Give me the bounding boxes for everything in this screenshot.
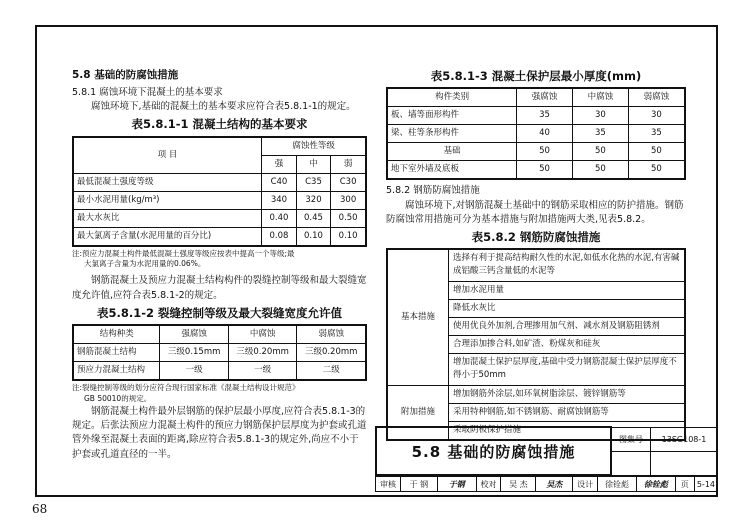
table-cell: 预应力混凝土结构 bbox=[73, 362, 160, 381]
designer-signature: 徐铨彪 bbox=[636, 477, 675, 492]
table-cell: 使用优良外加剂,合理掺用加气剂、减水剂及钢筋阻锈剂 bbox=[449, 317, 686, 335]
table-cell: 0.10 bbox=[331, 227, 366, 246]
table-cell: 50 bbox=[628, 161, 685, 180]
table1-level: 中 bbox=[296, 155, 331, 173]
right-column bbox=[386, 68, 686, 441]
checker-signature: 吴杰 bbox=[536, 477, 573, 492]
table-cell: 50 bbox=[572, 143, 628, 161]
design-label: 设计 bbox=[573, 477, 598, 492]
note-line: 注:预应力混凝土构件最低混凝土强度等级应按表中提高一个等级;最 bbox=[72, 248, 295, 258]
table-cell: 钢筋混凝土结构 bbox=[73, 344, 160, 362]
table-cell: 50 bbox=[628, 143, 685, 161]
drawing-title bbox=[376, 427, 611, 475]
atlas-number: 13SG108-1 bbox=[651, 427, 718, 451]
table3-caption: 表5.8.1-3 混凝土保护层最小厚度(mm) bbox=[430, 69, 642, 83]
table-cell: 二级 bbox=[297, 362, 366, 381]
table-cell: 35 bbox=[628, 125, 685, 143]
blank-cell bbox=[611, 451, 651, 475]
table-cell: 增加水泥用量 bbox=[449, 281, 686, 299]
section-title: 5.8 基础的防腐蚀措施 bbox=[72, 69, 179, 81]
table-cell: 50 bbox=[517, 143, 573, 161]
table-cell: 40 bbox=[517, 125, 573, 143]
table-rebar-protection bbox=[386, 248, 686, 441]
table-cell: 0.45 bbox=[296, 209, 331, 227]
table-cell: C30 bbox=[331, 173, 366, 191]
sheet-page: 5-14 bbox=[694, 477, 717, 492]
table-cell: 30 bbox=[628, 107, 685, 125]
table-cell: 选择有利于提高结构耐久性的水泥,如低水化热的水泥,有害碱成铝酸三钙含量低的水泥等 bbox=[449, 249, 686, 281]
drawing-title-text: 5.8 基础的防腐蚀措施 bbox=[411, 442, 576, 461]
table-row bbox=[387, 143, 685, 161]
table-cell: 三级0.20mm bbox=[297, 344, 366, 362]
paragraph-5-8-1: 腐蚀环境下,基础的混凝土的基本要求应符合表5.8.1-1的规定。 bbox=[91, 101, 356, 112]
table1-level: 弱 bbox=[331, 155, 366, 173]
blank-cell bbox=[651, 451, 718, 475]
table-cell: 梁、柱等条形构件 bbox=[387, 125, 517, 143]
checker-name: 吴 杰 bbox=[501, 477, 536, 492]
table-row bbox=[73, 362, 366, 381]
table-header: 构件类别 bbox=[387, 88, 517, 107]
table-row bbox=[387, 249, 685, 281]
table2-note bbox=[72, 383, 367, 405]
table-row bbox=[73, 344, 366, 362]
table-cell: 50 bbox=[517, 161, 573, 180]
table-cell: 三级0.20mm bbox=[228, 344, 296, 362]
table-cell: 增加混凝土保护层厚度,基础中受力钢筋混凝土保护层厚度不得小于50mm bbox=[449, 354, 686, 385]
table-cell: 0.50 bbox=[331, 209, 366, 227]
note-line: GB 50010的规定。 bbox=[84, 393, 152, 403]
table-cell: 320 bbox=[296, 191, 331, 209]
table-cell: 地下室外墙及底板 bbox=[387, 161, 517, 180]
basic-measures-label: 基本措施 bbox=[387, 249, 449, 385]
table-header: 弱腐蚀 bbox=[628, 88, 685, 107]
table-cell: 最大氯离子含量(水泥用量的百分比) bbox=[73, 227, 262, 246]
paragraph-cover-thickness: 钢筋混凝土构件最外层钢筋的保护层最小厚度,应符合表5.8.1-3的规定。后张法预应力混凝土构件的预应力钢筋保护层厚度为护套或孔道管外缘至混凝土表面的距离,除应符合表5.8.1-3的规定外,尚应不小于护套或孔道直径的一半。 bbox=[72, 405, 367, 460]
table-cell: 一级 bbox=[160, 362, 228, 381]
table-row bbox=[387, 385, 685, 403]
table-cell: 0.40 bbox=[262, 209, 297, 227]
table-cover-thickness bbox=[386, 87, 686, 180]
atlas-label: 图集号 bbox=[611, 427, 651, 451]
table-crack-control bbox=[72, 324, 367, 381]
table-cell: 板、墙等面形构件 bbox=[387, 107, 517, 125]
table-cell: C35 bbox=[296, 173, 331, 191]
table4-caption: 表5.8.2 钢筋防腐蚀措施 bbox=[471, 230, 601, 244]
table1-level: 强 bbox=[262, 155, 297, 173]
table2-caption: 表5.8.1-2 裂缝控制等级及最大裂缝宽度允许值 bbox=[96, 305, 343, 320]
reviewer-signature: 于钢 bbox=[437, 477, 476, 492]
title-block-top bbox=[375, 426, 718, 476]
reviewer-name: 于 钢 bbox=[400, 477, 437, 492]
table-cell: 三级0.15mm bbox=[160, 344, 228, 362]
table-cell: 35 bbox=[572, 125, 628, 143]
table-cell: 一级 bbox=[228, 362, 296, 381]
page-label: 页 bbox=[675, 477, 694, 492]
title-block bbox=[375, 426, 718, 497]
table-header: 弱腐蚀 bbox=[297, 325, 366, 344]
table-cell: 采用特种钢筋,如不锈钢筋、耐腐蚀钢筋等 bbox=[449, 403, 686, 421]
table-row bbox=[387, 161, 685, 180]
paragraph-5-8-2: 腐蚀环境下,对钢筋混凝土基础中的钢筋采取相应的防护措施。钢筋防腐蚀常用措施可分为基本措施与附加措施两大类,见表5.8.2。 bbox=[386, 199, 684, 225]
table1-caption: 表5.8.1-1 混凝土结构的基本要求 bbox=[131, 117, 308, 132]
table-cell: 基础 bbox=[387, 143, 517, 161]
table-header: 强腐蚀 bbox=[160, 325, 228, 344]
table-cell: 最大水灰比 bbox=[73, 209, 262, 227]
table1-head-item: 项 目 bbox=[73, 137, 262, 174]
designer-name: 徐铨彪 bbox=[598, 477, 637, 492]
table-header: 中腐蚀 bbox=[228, 325, 296, 344]
page-number: 68 bbox=[32, 502, 48, 516]
table-cell: 合理添加掺合料,如矿渣、粉煤灰和硅灰 bbox=[449, 336, 686, 354]
table-cell: 35 bbox=[517, 107, 573, 125]
table-cell: C40 bbox=[262, 173, 297, 191]
table1-head-group: 腐蚀性等级 bbox=[262, 137, 366, 156]
table-concrete-requirements bbox=[72, 136, 367, 247]
table-cell: 最小水泥用量(kg/m³) bbox=[73, 191, 262, 209]
table-header: 中腐蚀 bbox=[572, 88, 628, 107]
table-header: 强腐蚀 bbox=[517, 88, 573, 107]
table-cell: 30 bbox=[572, 107, 628, 125]
table-row bbox=[73, 209, 366, 227]
table-cell: 增加钢筋外涂层,如环氧树脂涂层、镀锌钢筋等 bbox=[449, 385, 686, 403]
table-row bbox=[73, 191, 366, 209]
extra-measures-label: 附加措施 bbox=[387, 385, 449, 440]
table-cell: 降低水灰比 bbox=[449, 299, 686, 317]
review-label: 审核 bbox=[376, 477, 401, 492]
paragraph-crack-control: 钢筋混凝土及预应力混凝土结构构件的裂缝控制等级和最大裂缝宽度允许值,应符合表5.8.1-2的规定。 bbox=[72, 275, 367, 301]
table-row bbox=[387, 125, 685, 143]
table-cell: 最低混凝土强度等级 bbox=[73, 173, 262, 191]
table-cell: 0.08 bbox=[262, 227, 297, 246]
table-row bbox=[73, 173, 366, 191]
title-block-signatures bbox=[375, 476, 718, 492]
subsection-5-8-2-title: 5.8.2 钢筋防腐蚀措施 bbox=[386, 185, 480, 197]
table-cell: 300 bbox=[331, 191, 366, 209]
table-cell: 采取阴极保护措施 bbox=[449, 421, 686, 440]
subsection-5-8-1-title: 5.8.1 腐蚀环境下混凝土的基本要求 bbox=[72, 86, 223, 98]
table-cell: 0.10 bbox=[296, 227, 331, 246]
note-line: 注:裂缝控制等级的划分应符合现行国家标准《混凝土结构设计规范》 bbox=[72, 383, 300, 392]
table-header: 结构种类 bbox=[73, 325, 160, 344]
left-column bbox=[72, 68, 367, 462]
table-row bbox=[73, 227, 366, 246]
check-label: 校对 bbox=[476, 477, 501, 492]
table1-note bbox=[72, 249, 367, 271]
table-cell: 50 bbox=[572, 161, 628, 180]
table-cell: 340 bbox=[262, 191, 297, 209]
note-line: 大氯离子含量为水泥用量的0.06%。 bbox=[84, 259, 206, 269]
table-row bbox=[387, 107, 685, 125]
